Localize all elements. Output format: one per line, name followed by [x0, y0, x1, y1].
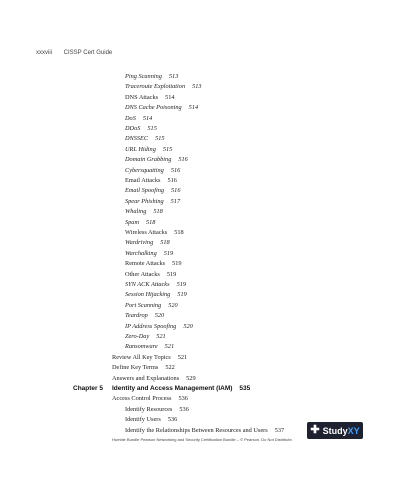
book-title: CISSP Cert Guide: [63, 50, 113, 56]
toc-entry-page: 518: [174, 229, 184, 236]
toc-entry[interactable]: [112, 353, 187, 363]
toc-entry-title: Identify Resources: [125, 405, 173, 413]
toc-entry-title: Warchalking: [125, 249, 157, 257]
chapter-label: Chapter 5: [73, 385, 103, 392]
toc-entry-page: 519: [177, 291, 187, 299]
toc-entry-title: Identify Users: [125, 416, 161, 424]
toc-entry[interactable]: [125, 426, 284, 436]
toc-entry-title: Email Attacks: [125, 177, 161, 184]
toc-entry[interactable]: [125, 186, 180, 196]
plus-icon: ✚: [310, 424, 320, 436]
footer-notice: Humble Bundle Pearson Networking and Security Certification Bundle – © Pearson. Do Not Distribute.: [112, 437, 293, 442]
toc-entry[interactable]: [125, 270, 176, 280]
toc-entry[interactable]: [112, 394, 188, 404]
toc-entry[interactable]: [125, 259, 182, 269]
toc-entry-title: Zero-Day: [125, 333, 150, 340]
toc-entry-title: Whaling: [125, 208, 147, 216]
toc-entry-page: 529: [186, 374, 196, 382]
toc-entry[interactable]: [125, 280, 186, 290]
toc-entry-page: 516: [167, 177, 177, 184]
toc-entry-page: 515: [162, 145, 173, 153]
toc-entry[interactable]: [125, 124, 157, 134]
toc-entry[interactable]: [125, 238, 170, 248]
toc-entry-title: Teardrop: [125, 312, 148, 320]
toc-entry[interactable]: [125, 405, 189, 415]
toc-entry-page: 520: [168, 301, 178, 309]
toc-entry-title: DDoS: [125, 125, 141, 132]
toc-entry-title: DNSSEC: [125, 135, 149, 143]
page-header: [36, 50, 112, 56]
toc-entry-title: SYN ACK Attacks: [125, 281, 170, 288]
studyxy-badge[interactable]: [307, 422, 363, 439]
toc-entry[interactable]: [125, 301, 178, 311]
toc-entry[interactable]: [125, 415, 177, 425]
toc-entry[interactable]: [125, 72, 178, 82]
toc-entry-title: Ransomware: [125, 343, 158, 351]
chapter-page: 535: [239, 385, 251, 392]
toc-entry-page: 520: [154, 312, 165, 320]
toc-entry-title: Define Key Terms: [112, 364, 159, 372]
toc-entry-page: 520: [183, 322, 193, 330]
toc-entry-page: 536: [179, 405, 189, 413]
toc-entry-title: DNS Cache Poisoning: [125, 104, 182, 112]
toc-entry-page: 516: [178, 156, 188, 164]
chapter-title[interactable]: [112, 384, 250, 394]
toc-entry[interactable]: [125, 290, 187, 300]
toc-entry[interactable]: [125, 155, 188, 165]
toc-entry-title: Access Control Process: [112, 395, 172, 403]
toc-entry-title: Spear Phishing: [125, 197, 164, 205]
toc-entry-title: Session Hijacking: [125, 291, 171, 299]
toc-entry-page: 521: [164, 343, 175, 351]
toc-entry-title: Email Spoofing: [125, 187, 165, 195]
toc-entry-title: Ping Scanning: [125, 73, 162, 80]
toc-entry[interactable]: [125, 228, 184, 238]
toc-entry-page: 514: [188, 104, 199, 112]
toc-entry-page: 516: [170, 166, 181, 174]
toc-entry-title: DoS: [125, 114, 136, 122]
toc-entry-page: 515: [155, 135, 165, 143]
toc-entry-page: 513: [168, 73, 179, 80]
toc-entry-title: Domain Grabbing: [125, 156, 172, 164]
toc-entry-title: Identify the Relationships Between Resources and Users: [125, 426, 268, 434]
toc-entry-page: 521: [156, 333, 166, 340]
toc-entry-page: 517: [170, 197, 181, 205]
toc-entry[interactable]: [112, 363, 175, 373]
toc-entry-page: 522: [165, 364, 175, 372]
toc-entry-page: 521: [177, 353, 188, 361]
toc-entry-title: DNS Attacks: [125, 93, 159, 101]
toc-entry[interactable]: [125, 82, 202, 92]
toc-entry-page: 518: [146, 218, 156, 226]
toc-entry-page: 519: [172, 260, 182, 268]
toc-entry-title: Review All Key Topics: [112, 353, 171, 361]
chapter-title-text: Identity and Access Management (IAM): [112, 385, 233, 392]
toc-entry[interactable]: [125, 114, 152, 124]
toc-entry-page: 513: [192, 83, 202, 91]
toc-entry-page: 519: [163, 249, 174, 257]
toc-entry[interactable]: [125, 166, 180, 176]
badge-text: StudyXY: [322, 425, 360, 436]
toc-entry[interactable]: [125, 93, 175, 103]
toc-entry-page: 536: [178, 395, 188, 403]
toc-entry-page: 536: [167, 416, 178, 424]
toc-entry[interactable]: [112, 374, 196, 384]
toc-entry-page: 514: [165, 93, 175, 101]
toc-entry-page: 515: [147, 125, 157, 132]
toc-entry[interactable]: [125, 249, 173, 259]
toc-entry-title: Other Attacks: [125, 270, 160, 278]
toc-entry[interactable]: [125, 134, 165, 144]
toc-entry[interactable]: [125, 207, 163, 217]
toc-entry-title: Cybersquatting: [125, 166, 164, 174]
toc-entry-title: Traceroute Exploitation: [125, 83, 186, 91]
toc-entry-page: 516: [171, 187, 181, 195]
toc-entry-page: 519: [176, 281, 187, 288]
toc-entry-title: Wireless Attacks: [125, 229, 168, 236]
toc-entry-page: 537: [274, 426, 285, 434]
toc-entry[interactable]: [125, 145, 172, 155]
toc-entry[interactable]: [125, 342, 174, 352]
toc-entry[interactable]: [125, 332, 166, 342]
toc-entry-title: Answers and Explanations: [112, 374, 180, 382]
toc-entry[interactable]: [125, 197, 180, 207]
toc-entry-title: Port Scanning: [125, 301, 162, 309]
toc-entry-page: 519: [166, 270, 177, 278]
toc-entry-title: Remote Attacks: [125, 260, 166, 268]
toc-entry[interactable]: [125, 311, 164, 321]
toc-entry-title: URL Hiding: [125, 145, 156, 153]
toc-entry[interactable]: [125, 322, 193, 332]
toc-entry[interactable]: [125, 176, 177, 186]
toc-entry-title: Spam: [125, 218, 139, 226]
toc-entry-title: IP Address Spoofing: [125, 322, 177, 330]
page-number: xxxviii: [36, 50, 52, 56]
toc-entry-page: 514: [142, 114, 153, 122]
toc-entry-page: 518: [160, 239, 170, 247]
toc-entry[interactable]: [125, 103, 198, 113]
toc-entry[interactable]: [125, 218, 155, 228]
toc-entry-page: 518: [153, 208, 163, 216]
toc-entry-title: Wardriving: [125, 239, 154, 247]
